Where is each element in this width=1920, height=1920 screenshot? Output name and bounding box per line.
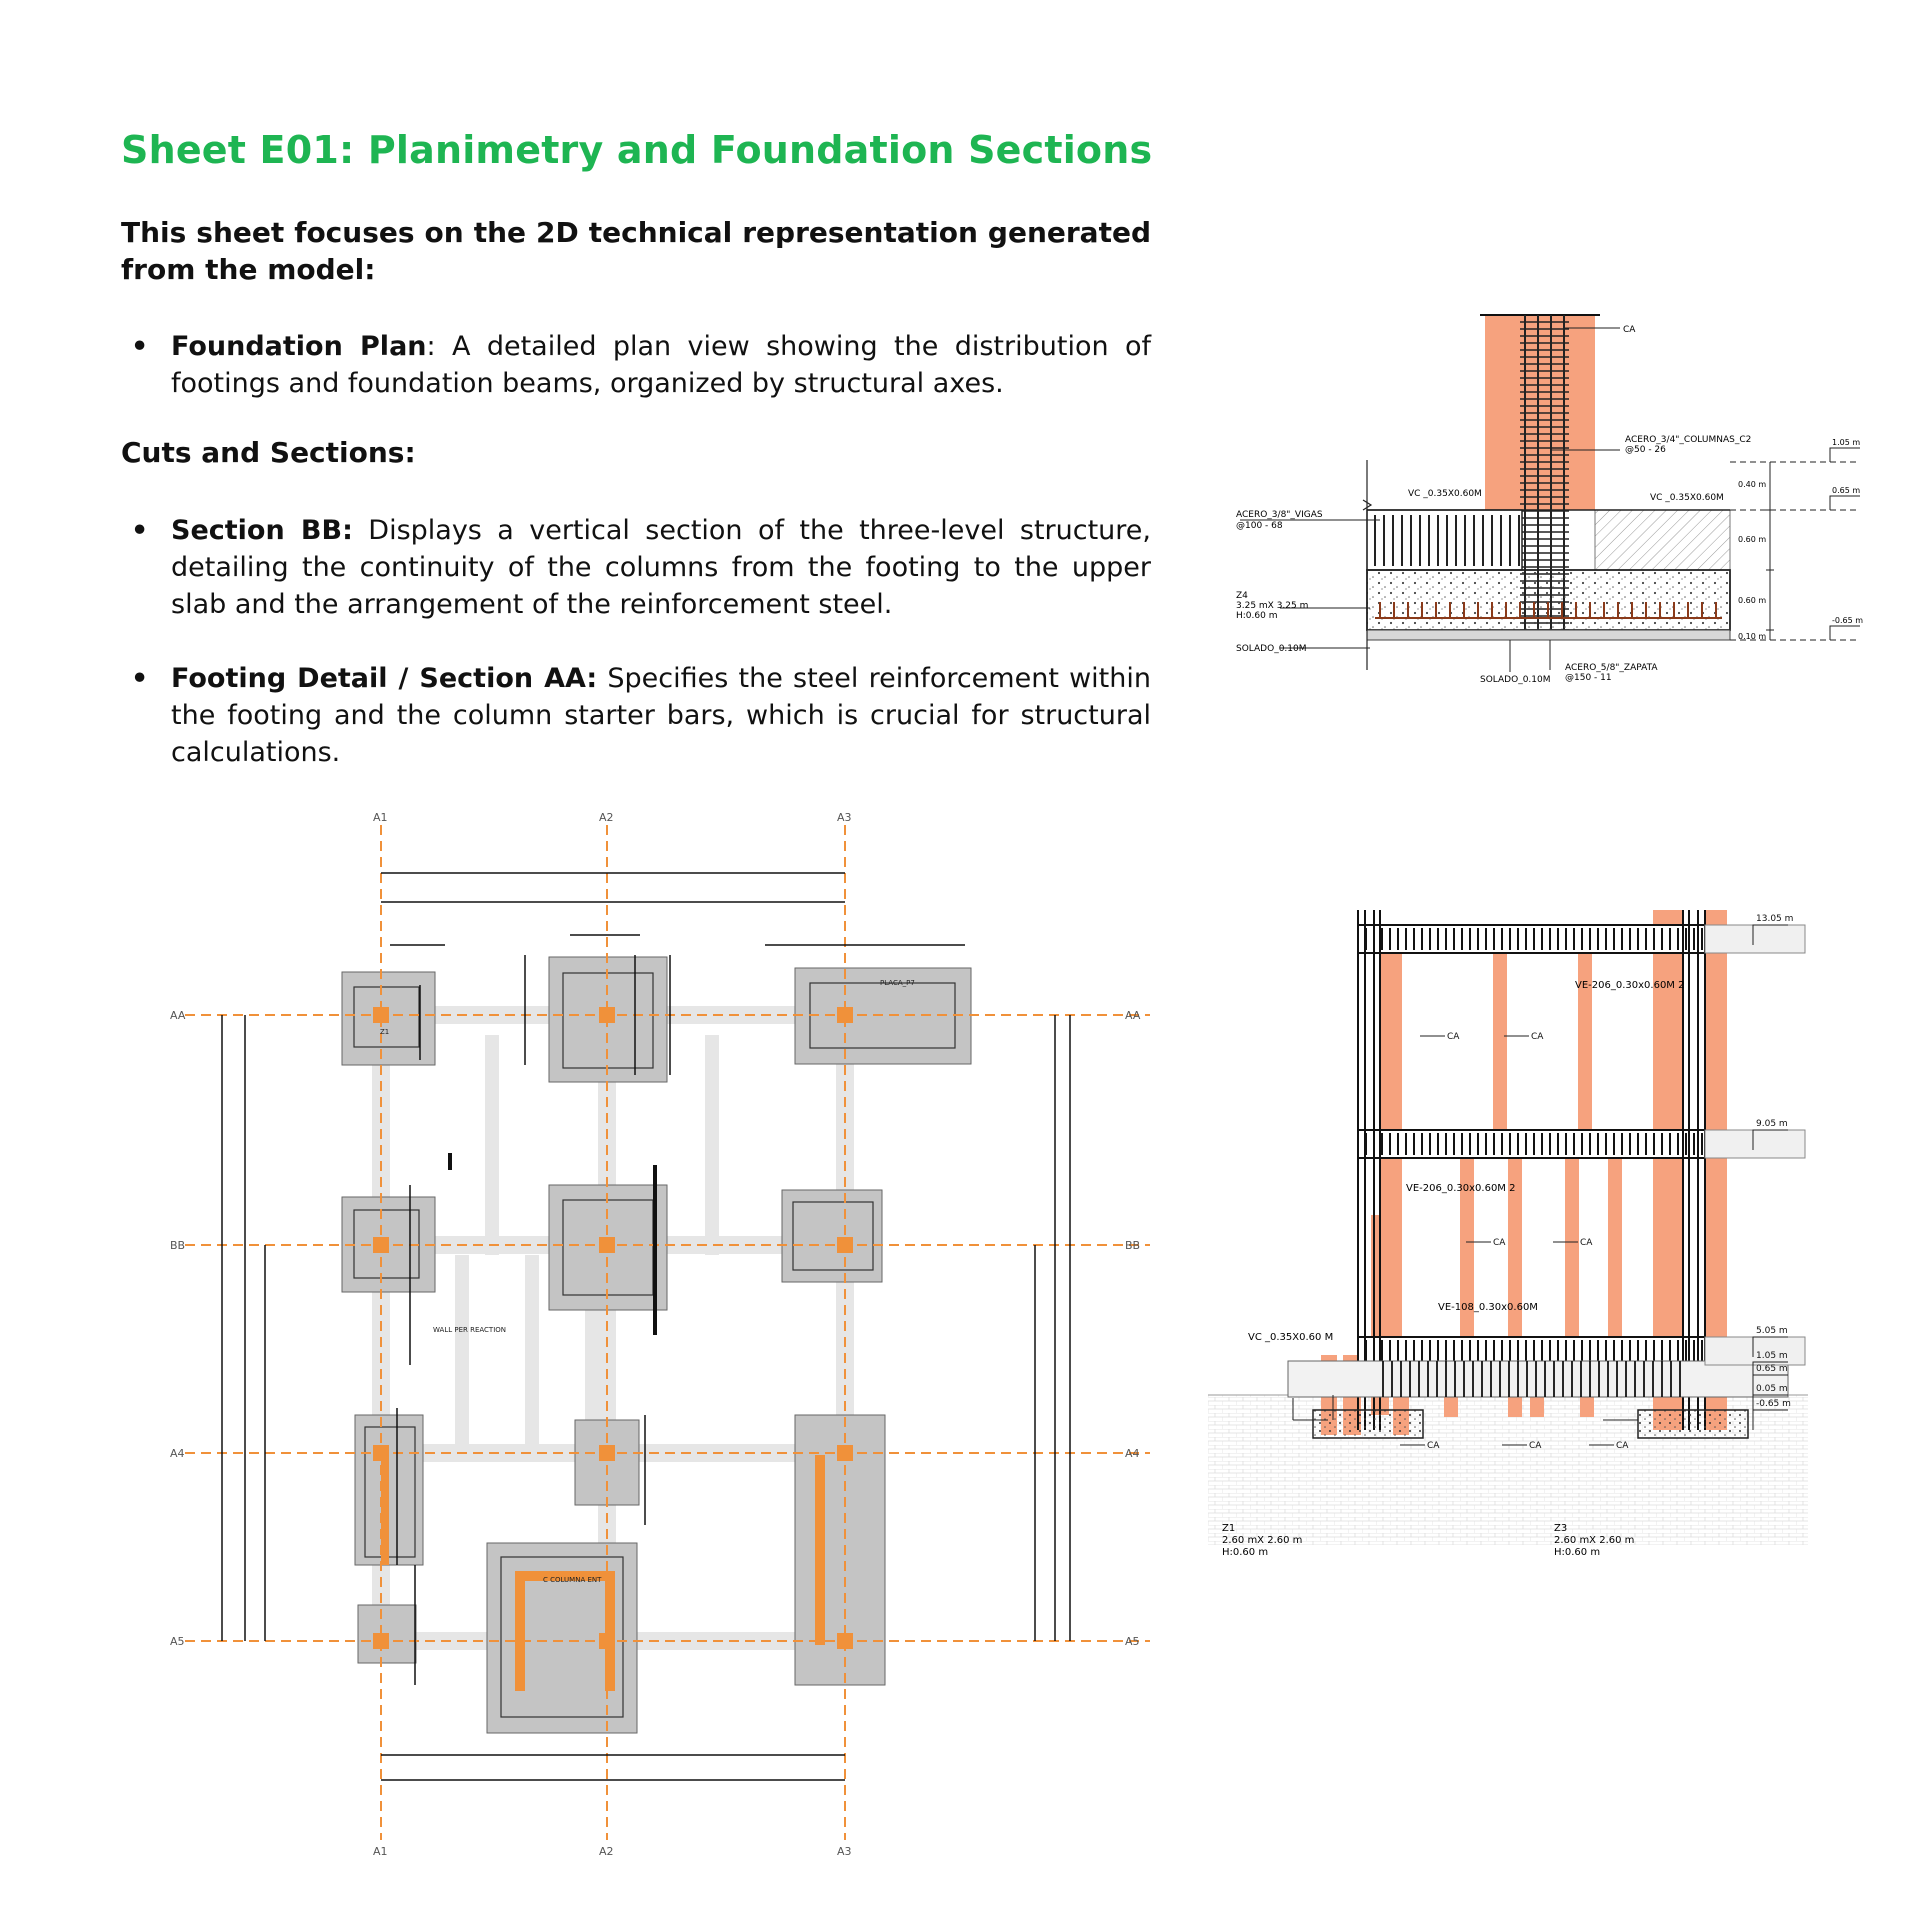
fd-z4-height: H:0.60 m — [1236, 611, 1278, 621]
plan-z1-label: Z1 — [380, 1028, 390, 1036]
sb-vc-label: VC _0.35X0.60 M — [1248, 1332, 1334, 1343]
fd-dim-3: 0.60 m — [1738, 596, 1767, 605]
sb-ca-label: CA — [1427, 1441, 1440, 1451]
bullet-section-bb — [131, 512, 1151, 623]
section-bb-drawing — [1208, 885, 1858, 1665]
sb-z3-label: Z3 — [1554, 1523, 1568, 1534]
fd-acero-zap-label: ACERO_5/8"_ZAPATA — [1565, 663, 1658, 673]
sb-level-label: 0.05 m — [1756, 1384, 1788, 1394]
bullet-term: Footing Detail / Section AA: — [171, 663, 598, 694]
plan-axis-label-bottom: A1 — [373, 1845, 388, 1858]
sb-slab — [1358, 925, 1705, 953]
sb-level-label: 9.05 m — [1756, 1119, 1788, 1129]
sb-footing-right — [1638, 1410, 1748, 1438]
foundation-plan-drawing — [165, 805, 1165, 1860]
fd-footing — [1367, 570, 1730, 630]
bullet-dot: • — [131, 331, 149, 362]
sb-z1-label: Z1 — [1222, 1523, 1236, 1534]
plan-wall-label: WALL PER REACTION — [433, 1326, 507, 1334]
bullet-dot: • — [131, 515, 149, 546]
fd-vc-right-label: VC _0.35X0.60M — [1650, 493, 1724, 503]
sb-column — [1565, 1130, 1579, 1360]
sb-right-edge-column — [1683, 910, 1705, 1430]
plan-plate-wall — [515, 1571, 525, 1691]
sb-ca-label: CA — [1493, 1238, 1506, 1248]
bullet-term: Foundation Plan — [171, 331, 427, 362]
plan-footing — [575, 1420, 639, 1505]
sb-ca-label: CA — [1447, 1032, 1460, 1042]
cuts-heading: Cuts and Sections: — [121, 436, 416, 469]
plan-axis-label-left: AA — [170, 1009, 186, 1022]
fd-acero-col-label: ACERO_3/4"_COLUMNAS_C2 — [1625, 435, 1752, 445]
fd-level-2: 0.65 m — [1832, 486, 1861, 495]
page-title: Sheet E01: Planimetry and Foundation Sections — [121, 128, 1153, 172]
sb-level-label: 13.05 m — [1756, 914, 1794, 924]
fd-dim-2: 0.60 m — [1738, 535, 1767, 544]
plan-axis-label-right: A5 — [1125, 1635, 1140, 1648]
plan-foundation-beam — [705, 1035, 719, 1255]
plan-axis-label-right: A4 — [1125, 1447, 1140, 1460]
sb-column — [1608, 1130, 1622, 1360]
fd-vc-left-label: VC _0.35X0.60M — [1408, 489, 1482, 499]
plan-axis-label-left: BB — [170, 1239, 186, 1252]
fd-acero-vigas-spacing: @100 - 68 — [1236, 521, 1283, 531]
plan-plate-wall — [381, 1455, 389, 1565]
plan-plate-wall — [815, 1455, 825, 1645]
bullet-foundation-plan — [131, 328, 1151, 402]
bullet-text: : A detailed plan view showing the distribution of footings and foundation beams, organized by structural axes. — [171, 331, 1151, 399]
sb-beam-1: VE-206_0.30x0.60M 2 — [1575, 980, 1685, 991]
sb-column — [1508, 1130, 1522, 1360]
sb-ca-label: CA — [1531, 1032, 1544, 1042]
plan-placa-label: PLACA_P7 — [880, 979, 915, 987]
sb-beam-2: VE-206_0.30x0.60M 2 — [1406, 1183, 1516, 1194]
sb-left-edge-column — [1358, 910, 1380, 1430]
fd-acero-zap-spacing: @150 - 11 — [1565, 673, 1612, 683]
plan-axis-label-bottom: A3 — [837, 1845, 852, 1858]
sb-slab — [1358, 1130, 1705, 1158]
sb-column — [1460, 1130, 1474, 1360]
fd-dim-4: 0.10 m — [1738, 632, 1767, 641]
plan-axis-label-right: BB — [1125, 1239, 1141, 1252]
fd-solado-left: SOLADO_0.10M — [1236, 644, 1307, 654]
fd-right-slab — [1595, 510, 1730, 570]
sb-ca-label: CA — [1529, 1441, 1542, 1451]
fd-level-1: 1.05 m — [1832, 438, 1861, 447]
plan-axis-label-right: AA — [1125, 1009, 1141, 1022]
plan-columna-label: C COLUMNA ENT — [543, 1576, 602, 1584]
bullet-text: Specifies the steel reinforcement within the footing and the column starter bars, which is crucial for structural calculations. — [171, 663, 1151, 768]
sb-level-label: 0.65 m — [1756, 1364, 1788, 1374]
plan-foundation-beam — [485, 1035, 499, 1255]
fd-acero-vigas-label: ACERO_3/8"_VIGAS — [1236, 510, 1323, 520]
sb-z1-dim: 2.60 mX 2.60 m — [1222, 1535, 1303, 1546]
sb-footing-left — [1313, 1410, 1423, 1438]
bullet-term: Section BB: — [171, 515, 353, 546]
sb-z3-dim: 2.60 mX 2.60 m — [1554, 1535, 1635, 1546]
bullet-dot: • — [131, 663, 149, 694]
fd-acero-col-spacing: @50 - 26 — [1625, 445, 1666, 455]
sb-beam-3: VE-108_0.30x0.60M — [1438, 1302, 1538, 1313]
sb-column — [1493, 925, 1507, 1135]
sb-z1-height: H:0.60 m — [1222, 1547, 1269, 1558]
sb-ca-label: CA — [1616, 1441, 1629, 1451]
bullet-text: Displays a vertical section of the three-level structure, detailing the continuity of the columns from the footing to the upper slab and the arrangement of the reinforcement steel. — [171, 515, 1151, 620]
plan-axis-label-left: A5 — [170, 1635, 185, 1648]
plan-axis-label-left: A4 — [170, 1447, 185, 1460]
fd-ca-label: CA — [1623, 325, 1636, 335]
sb-level-label: -0.65 m — [1756, 1399, 1791, 1409]
sb-level-label: 5.05 m — [1756, 1326, 1788, 1336]
sb-level-label: 1.05 m — [1756, 1351, 1788, 1361]
plan-axis-label-top: A2 — [599, 811, 614, 824]
footing-detail-drawing — [1220, 300, 1870, 690]
sb-column — [1578, 925, 1592, 1135]
fd-z4-label: Z4 — [1236, 591, 1248, 601]
plan-footing — [782, 1190, 882, 1282]
plan-foundation-beam — [525, 1255, 539, 1455]
intro-text: This sheet focuses on the 2D technical representation generated from the model: — [121, 216, 1151, 286]
fd-dim-1: 0.40 m — [1738, 480, 1767, 489]
plan-axis-label-bottom: A2 — [599, 1845, 614, 1858]
sb-ca-label: CA — [1580, 1238, 1593, 1248]
plan-axis-label-top: A1 — [373, 811, 388, 824]
plan-axis-label-top: A3 — [837, 811, 852, 824]
fd-solado-bottom: SOLADO_0.10M — [1480, 675, 1551, 685]
plan-foundation-beam — [455, 1255, 469, 1455]
fd-left-beam — [1367, 510, 1522, 570]
fd-level-3: -0.65 m — [1832, 616, 1864, 625]
fd-z4-dim: 3.25 mX 3.25 m — [1236, 601, 1309, 611]
sb-z3-height: H:0.60 m — [1554, 1547, 1601, 1558]
bullet-section-aa — [131, 660, 1151, 771]
fd-solado — [1367, 630, 1730, 640]
